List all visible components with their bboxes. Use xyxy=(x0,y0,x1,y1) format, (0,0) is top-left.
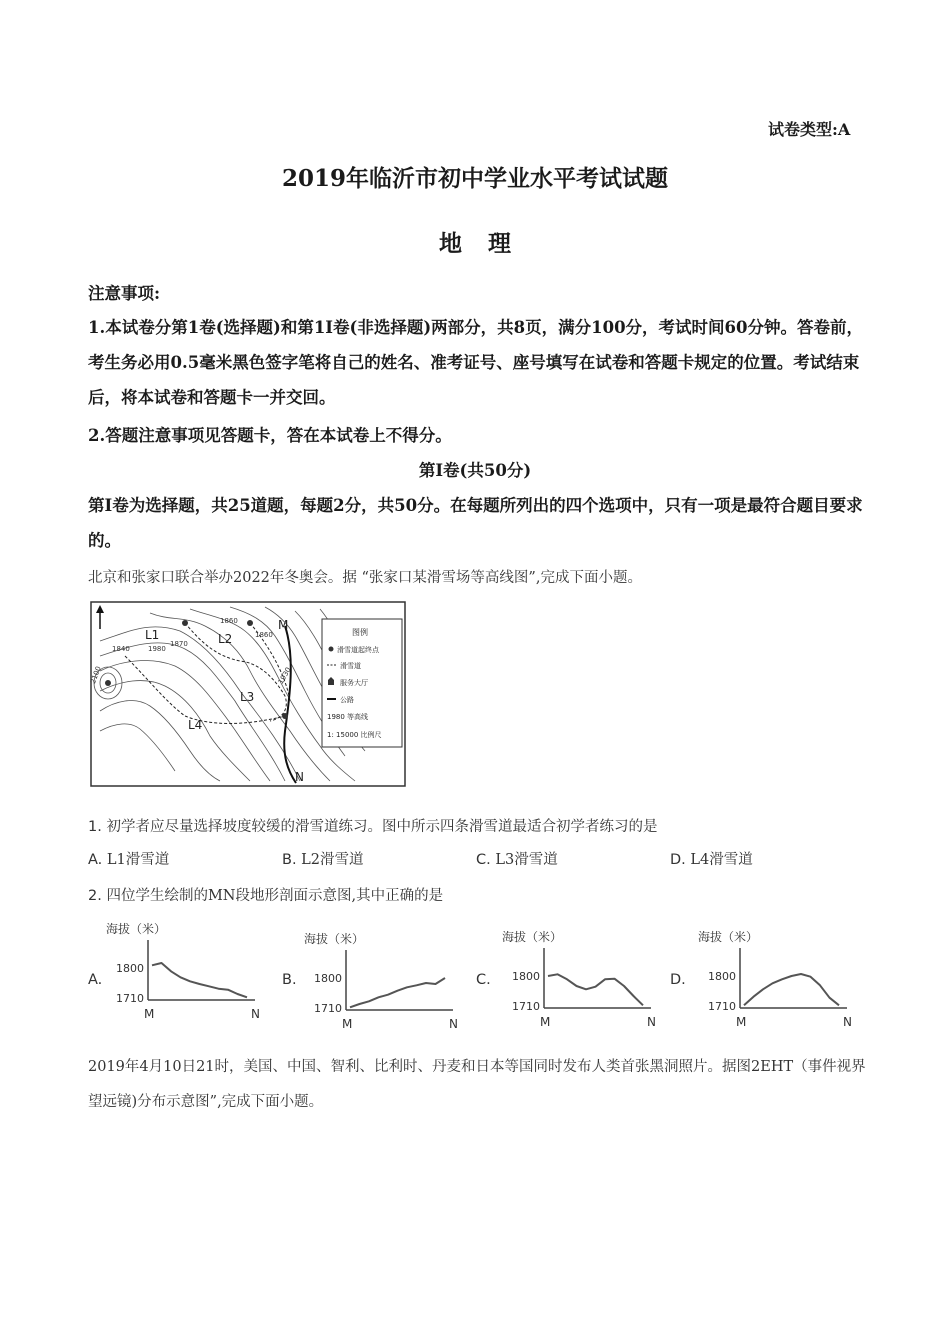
section-title: 第I卷(共50分) xyxy=(418,461,532,480)
profile-chart xyxy=(692,926,857,1036)
contour-label: 1860 xyxy=(220,617,238,625)
legend-item: 滑雪道 xyxy=(340,662,361,670)
notice-heading: 注意事项: xyxy=(88,284,161,303)
question-number: 1. xyxy=(88,819,102,835)
x-label-m: M xyxy=(736,1015,747,1029)
x-label-n: N xyxy=(251,1007,260,1021)
profile-chart xyxy=(496,926,661,1036)
x-label-n: N xyxy=(647,1015,656,1029)
option-letter: A. xyxy=(88,972,103,988)
profile-line xyxy=(744,974,839,1005)
route-label-l1: L1 xyxy=(145,628,160,642)
question-1-stem xyxy=(88,815,657,836)
question-text: 初学者应尽量选择坡度较缓的滑雪道练习。图中所示四条滑雪道最适合初学者练习的是 xyxy=(101,819,658,835)
x-label-m: M xyxy=(540,1015,551,1029)
x-label-m: M xyxy=(144,1007,155,1021)
contour-label: 1870 xyxy=(170,640,188,648)
contour-label: 1860 xyxy=(255,631,273,639)
legend-title: 图例 xyxy=(352,628,368,637)
y-tick-label: 1710 xyxy=(116,992,144,1005)
q1-option-a[interactable]: A. L1滑雪道 xyxy=(88,852,170,868)
profile-line xyxy=(548,974,643,1005)
y-tick-label: 1800 xyxy=(512,970,540,983)
profile-line xyxy=(350,978,445,1007)
passage-2-intro: 2019年4月10日21时，美国、中国、智利、比利时、丹麦和日本等国同时发布人类首张黑洞照片。据图2EHT（事件视界望远镜)分布示意图”,完成下面小题。 xyxy=(88,1059,866,1110)
question-number: 2. xyxy=(88,888,102,904)
notice-item-2: 2.答题注意事项见答题卡，答在本试卷上不得分。 xyxy=(88,426,452,445)
profile-line xyxy=(152,963,247,997)
x-label-n: N xyxy=(449,1017,458,1031)
option-letter: C. xyxy=(476,972,491,988)
legend-item: 公路 xyxy=(340,696,354,704)
contour-map xyxy=(90,601,406,787)
point-label-n: N xyxy=(295,770,304,784)
legend-item: 1: 15000 比例尺 xyxy=(327,731,382,739)
section-instructions: 第I卷为选择题，共25道题，每题2分，共50分。在每题所列出的四个选项中，只有一项是最符合题目要求的。 xyxy=(88,496,863,550)
contour-label: 2100 xyxy=(90,665,103,685)
q1-option-c[interactable]: C. L3滑雪道 xyxy=(476,852,558,868)
option-letter: D. xyxy=(670,972,686,988)
legend-item: 滑雪道起终点 xyxy=(337,646,379,654)
x-label-m: M xyxy=(342,1017,353,1031)
y-axis-label: 海拔（米） xyxy=(502,930,563,944)
exam-title: 2019年临沂市初中学业水平考试试题 xyxy=(281,165,668,192)
paper-type-label: 试卷类型:A xyxy=(768,120,851,139)
contour-label: 1840 xyxy=(112,645,130,653)
contour-label: 1930 xyxy=(276,666,293,686)
subject-title: 地理 xyxy=(439,230,537,257)
y-axis-label: 海拔（米） xyxy=(304,932,365,946)
y-tick-label: 1800 xyxy=(116,962,144,975)
profile-chart xyxy=(100,918,265,1028)
route-label-l2: L2 xyxy=(218,632,233,646)
notice-item-1: 1.本试卷分第1卷(选择题)和第1I卷(非选择题)两部分，共8页，满分100分，考试时间60分钟。答卷前，考生务必用0.5毫米黑色签字笔将自己的姓名、准考证号、座号填写在试卷和答题卡规定的位置。考试结束后，将本试卷和答题卡一并交回。 xyxy=(88,318,864,407)
q1-option-d[interactable]: D. L4滑雪道 xyxy=(670,852,753,868)
legend-item: 1980 等高线 xyxy=(327,713,369,721)
route-label-l3: L3 xyxy=(240,690,255,704)
y-tick-label: 1800 xyxy=(708,970,736,983)
point-label-m: M xyxy=(278,618,289,632)
route-label-l4: L4 xyxy=(188,718,203,732)
legend-item: 服务大厅 xyxy=(340,679,368,687)
x-label-n: N xyxy=(843,1015,852,1029)
y-axis-label: 海拔（米） xyxy=(106,922,167,936)
y-tick-label: 1710 xyxy=(708,1000,736,1013)
q1-option-b[interactable]: B. L2滑雪道 xyxy=(282,852,364,868)
y-tick-label: 1710 xyxy=(314,1002,342,1015)
y-tick-label: 1710 xyxy=(512,1000,540,1013)
profile-chart xyxy=(298,928,463,1038)
y-axis-label: 海拔（米） xyxy=(698,930,759,944)
question-2-stem xyxy=(88,884,443,905)
option-letter: B. xyxy=(282,972,297,988)
y-tick-label: 1800 xyxy=(314,972,342,985)
map-legend xyxy=(322,619,402,747)
contour-label: 1980 xyxy=(148,645,166,653)
question-text: 四位学生绘制的MN段地形剖面示意图,其中正确的是 xyxy=(101,888,444,904)
passage-1-intro: 北京和张家口联合举办2022年冬奥会。据 “张家口某滑雪场等高线图”,完成下面小题。 xyxy=(88,570,642,586)
